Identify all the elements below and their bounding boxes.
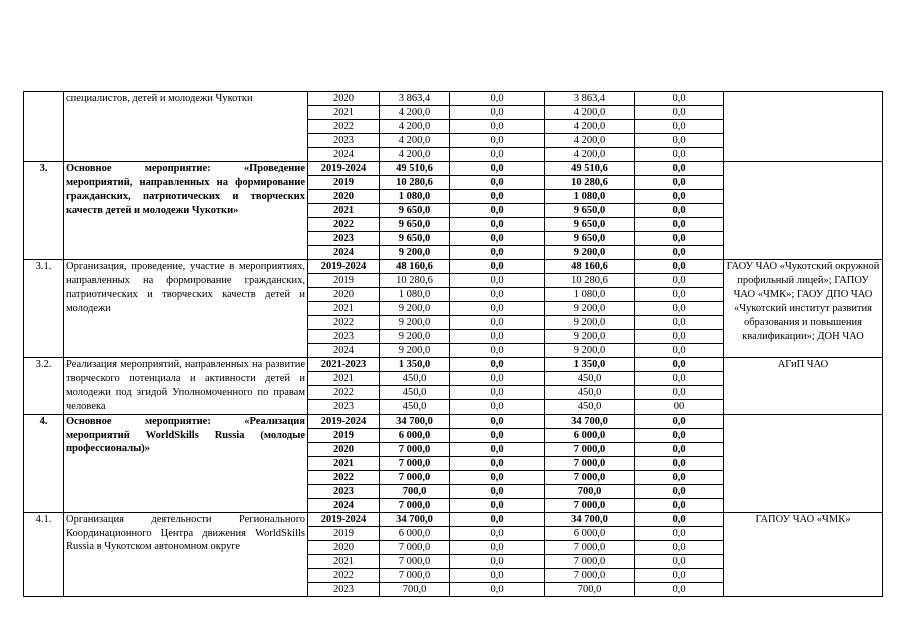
responsible-executor: ГАПОУ ЧАО «ЧМК» [724,512,883,596]
other-cell: 0,0 [635,106,724,120]
regional-cell: 10 280,6 [545,274,635,288]
year-cell: 2020 [308,92,380,106]
activity-name: Основное мероприятие: «Проведение мероприятий, направленных на формирование гражданских, патриотических и творческих качеств детей и молодежи Чукотки» [64,162,308,260]
year-cell: 2020 [308,442,380,456]
year-cell: 2019-2024 [308,162,380,176]
other-cell: 0,0 [635,232,724,246]
federal-cell: 0,0 [450,470,545,484]
regional-cell: 7 000,0 [545,554,635,568]
other-cell: 0,0 [635,274,724,288]
regional-cell: 450,0 [545,386,635,400]
federal-cell: 0,0 [450,582,545,596]
year-cell: 2023 [308,134,380,148]
year-cell: 2021 [308,372,380,386]
activity-name: Реализация мероприятий, направленных на развитие творческого потенциала и активности детей и молодежи под эгидой Уполномоченного по правам человека [64,358,308,415]
federal-cell: 0,0 [450,568,545,582]
federal-cell: 0,0 [450,498,545,512]
row-index: 3.2. [24,358,64,415]
other-cell: 0,0 [635,386,724,400]
federal-cell: 0,0 [450,204,545,218]
other-cell: 0,0 [635,246,724,260]
table-row [24,162,883,176]
regional-cell: 7 000,0 [545,456,635,470]
federal-cell: 0,0 [450,288,545,302]
regional-cell: 10 280,6 [545,176,635,190]
total-cell: 6 000,0 [380,526,450,540]
year-cell: 2020 [308,190,380,204]
row-index: 4.1. [24,512,64,596]
year-cell: 2023 [308,232,380,246]
responsible-executor: ГАОУ ЧАО «Чукотский окружной профильный лицей»; ГАПОУ ЧАО «ЧМК»; ГАОУ ДПО ЧАО «Чукотский институт развития образования и повышения квалификации»; ДОН ЧАО [724,260,883,358]
total-cell: 7 000,0 [380,442,450,456]
federal-cell: 0,0 [450,106,545,120]
other-cell: 0,0 [635,372,724,386]
federal-cell: 0,0 [450,554,545,568]
total-cell: 9 650,0 [380,232,450,246]
other-cell: 0,0 [635,540,724,554]
federal-cell: 0,0 [450,260,545,274]
federal-cell: 0,0 [450,246,545,260]
row-index: 4. [24,414,64,512]
total-cell: 9 650,0 [380,204,450,218]
regional-cell: 1 350,0 [545,358,635,372]
federal-cell: 0,0 [450,442,545,456]
total-cell: 1 350,0 [380,358,450,372]
other-cell: 0,0 [635,512,724,526]
year-cell: 2021 [308,204,380,218]
total-cell: 3 863,4 [380,92,450,106]
year-cell: 2020 [308,540,380,554]
other-cell: 0,0 [635,484,724,498]
total-cell: 9 200,0 [380,316,450,330]
total-cell: 9 200,0 [380,344,450,358]
federal-cell: 0,0 [450,428,545,442]
total-cell: 7 000,0 [380,456,450,470]
regional-cell: 450,0 [545,400,635,414]
other-cell: 0,0 [635,148,724,162]
total-cell: 49 510,6 [380,162,450,176]
regional-cell: 9 650,0 [545,204,635,218]
other-cell: 0,0 [635,316,724,330]
federal-cell: 0,0 [450,176,545,190]
total-cell: 6 000,0 [380,428,450,442]
federal-cell: 0,0 [450,92,545,106]
other-cell: 0,0 [635,260,724,274]
regional-cell: 7 000,0 [545,568,635,582]
regional-cell: 1 080,0 [545,190,635,204]
total-cell: 7 000,0 [380,540,450,554]
federal-cell: 0,0 [450,274,545,288]
other-cell: 0,0 [635,582,724,596]
regional-cell: 9 200,0 [545,344,635,358]
total-cell: 450,0 [380,400,450,414]
year-cell: 2019 [308,526,380,540]
other-cell: 0,0 [635,470,724,484]
table-row [24,414,883,428]
other-cell: 0,0 [635,204,724,218]
total-cell: 7 000,0 [380,554,450,568]
regional-cell: 9 650,0 [545,218,635,232]
activity-name: специалистов, детей и молодежи Чукотки [64,92,308,162]
year-cell: 2024 [308,148,380,162]
responsible-executor: АГиП ЧАО [724,358,883,415]
year-cell: 2022 [308,386,380,400]
total-cell: 7 000,0 [380,470,450,484]
other-cell: 0,0 [635,568,724,582]
other-cell: 0,0 [635,442,724,456]
other-cell: 0,0 [635,414,724,428]
other-cell: 0,0 [635,498,724,512]
other-cell: 0,0 [635,302,724,316]
total-cell: 9 200,0 [380,330,450,344]
year-cell: 2024 [308,344,380,358]
federal-cell: 0,0 [450,190,545,204]
other-cell: 0,0 [635,134,724,148]
year-cell: 2023 [308,400,380,414]
federal-cell: 0,0 [450,134,545,148]
total-cell: 1 080,0 [380,190,450,204]
total-cell: 4 200,0 [380,120,450,134]
year-cell: 2024 [308,498,380,512]
table-row [24,358,883,372]
federal-cell: 0,0 [450,162,545,176]
regional-cell: 4 200,0 [545,106,635,120]
year-cell: 2021 [308,106,380,120]
other-cell: 0,0 [635,162,724,176]
regional-cell: 4 200,0 [545,120,635,134]
other-cell: 0,0 [635,456,724,470]
activity-name: Организация, проведение, участие в мероприятиях, направленных на формирование гражданских, патриотических и творческих качеств детей и молодежи [64,260,308,358]
total-cell: 4 200,0 [380,106,450,120]
regional-cell: 6 000,0 [545,428,635,442]
other-cell: 0,0 [635,344,724,358]
regional-cell: 9 650,0 [545,232,635,246]
federal-cell: 0,0 [450,148,545,162]
regional-cell: 6 000,0 [545,526,635,540]
other-cell: 0,0 [635,288,724,302]
federal-cell: 0,0 [450,358,545,372]
total-cell: 7 000,0 [380,568,450,582]
federal-cell: 0,0 [450,232,545,246]
federal-cell: 0,0 [450,344,545,358]
regional-cell: 700,0 [545,582,635,596]
other-cell: 0,0 [635,554,724,568]
other-cell: 0,0 [635,176,724,190]
activity-name: Основное мероприятие: «Реализация мероприятий WorldSkills Russia (молодые профессионалы)» [64,414,308,512]
federal-cell: 0,0 [450,218,545,232]
total-cell: 4 200,0 [380,148,450,162]
responsible-executor [724,414,883,512]
federal-cell: 0,0 [450,484,545,498]
row-index: 3.1. [24,260,64,358]
federal-cell: 0,0 [450,512,545,526]
year-cell: 2022 [308,218,380,232]
year-cell: 2020 [308,288,380,302]
year-cell: 2021-2023 [308,358,380,372]
responsible-executor [724,92,883,162]
total-cell: 34 700,0 [380,512,450,526]
year-cell: 2023 [308,330,380,344]
year-cell: 2019 [308,176,380,190]
year-cell: 2023 [308,484,380,498]
federal-cell: 0,0 [450,386,545,400]
other-cell: 0,0 [635,218,724,232]
year-cell: 2021 [308,456,380,470]
total-cell: 4 200,0 [380,134,450,148]
table-row [24,92,883,106]
other-cell: 0,0 [635,120,724,134]
federal-cell: 0,0 [450,456,545,470]
federal-cell: 0,0 [450,120,545,134]
regional-cell: 9 200,0 [545,330,635,344]
year-cell: 2022 [308,568,380,582]
total-cell: 1 080,0 [380,288,450,302]
regional-cell: 34 700,0 [545,414,635,428]
row-index [24,92,64,162]
regional-cell: 7 000,0 [545,442,635,456]
regional-cell: 7 000,0 [545,540,635,554]
federal-cell: 0,0 [450,540,545,554]
total-cell: 9 200,0 [380,246,450,260]
year-cell: 2019-2024 [308,414,380,428]
table-body [24,92,883,597]
total-cell: 9 650,0 [380,218,450,232]
year-cell: 2019 [308,274,380,288]
regional-cell: 4 200,0 [545,134,635,148]
total-cell: 450,0 [380,386,450,400]
federal-cell: 0,0 [450,372,545,386]
regional-cell: 450,0 [545,372,635,386]
regional-cell: 3 863,4 [545,92,635,106]
other-cell: 0,0 [635,526,724,540]
other-cell: 0,0 [635,428,724,442]
total-cell: 34 700,0 [380,414,450,428]
regional-cell: 34 700,0 [545,512,635,526]
federal-cell: 0,0 [450,316,545,330]
activity-name: Организация деятельности Регионального Координационного Центра движения WorldSkills Russia в Чукотском автономном округе [64,512,308,596]
federal-cell: 0,0 [450,330,545,344]
total-cell: 450,0 [380,372,450,386]
table-row [24,260,883,274]
other-cell: 00 [635,400,724,414]
federal-cell: 0,0 [450,414,545,428]
total-cell: 700,0 [380,582,450,596]
regional-cell: 9 200,0 [545,246,635,260]
regional-cell: 4 200,0 [545,148,635,162]
responsible-executor [724,162,883,260]
year-cell: 2021 [308,302,380,316]
year-cell: 2019-2024 [308,512,380,526]
year-cell: 2022 [308,316,380,330]
year-cell: 2019-2024 [308,260,380,274]
regional-cell: 1 080,0 [545,288,635,302]
regional-cell: 48 160,6 [545,260,635,274]
federal-cell: 0,0 [450,400,545,414]
total-cell: 10 280,6 [380,176,450,190]
regional-cell: 49 510,6 [545,162,635,176]
budget-table [23,91,883,597]
total-cell: 10 280,6 [380,274,450,288]
regional-cell: 7 000,0 [545,498,635,512]
year-cell: 2023 [308,582,380,596]
other-cell: 0,0 [635,190,724,204]
row-index: 3. [24,162,64,260]
regional-cell: 9 200,0 [545,316,635,330]
total-cell: 48 160,6 [380,260,450,274]
other-cell: 0,0 [635,358,724,372]
other-cell: 0,0 [635,92,724,106]
regional-cell: 700,0 [545,484,635,498]
total-cell: 700,0 [380,484,450,498]
federal-cell: 0,0 [450,526,545,540]
regional-cell: 9 200,0 [545,302,635,316]
total-cell: 7 000,0 [380,498,450,512]
year-cell: 2022 [308,120,380,134]
federal-cell: 0,0 [450,302,545,316]
table-row [24,512,883,526]
year-cell: 2021 [308,554,380,568]
year-cell: 2024 [308,246,380,260]
other-cell: 0,0 [635,330,724,344]
year-cell: 2019 [308,428,380,442]
total-cell: 9 200,0 [380,302,450,316]
regional-cell: 7 000,0 [545,470,635,484]
year-cell: 2022 [308,470,380,484]
